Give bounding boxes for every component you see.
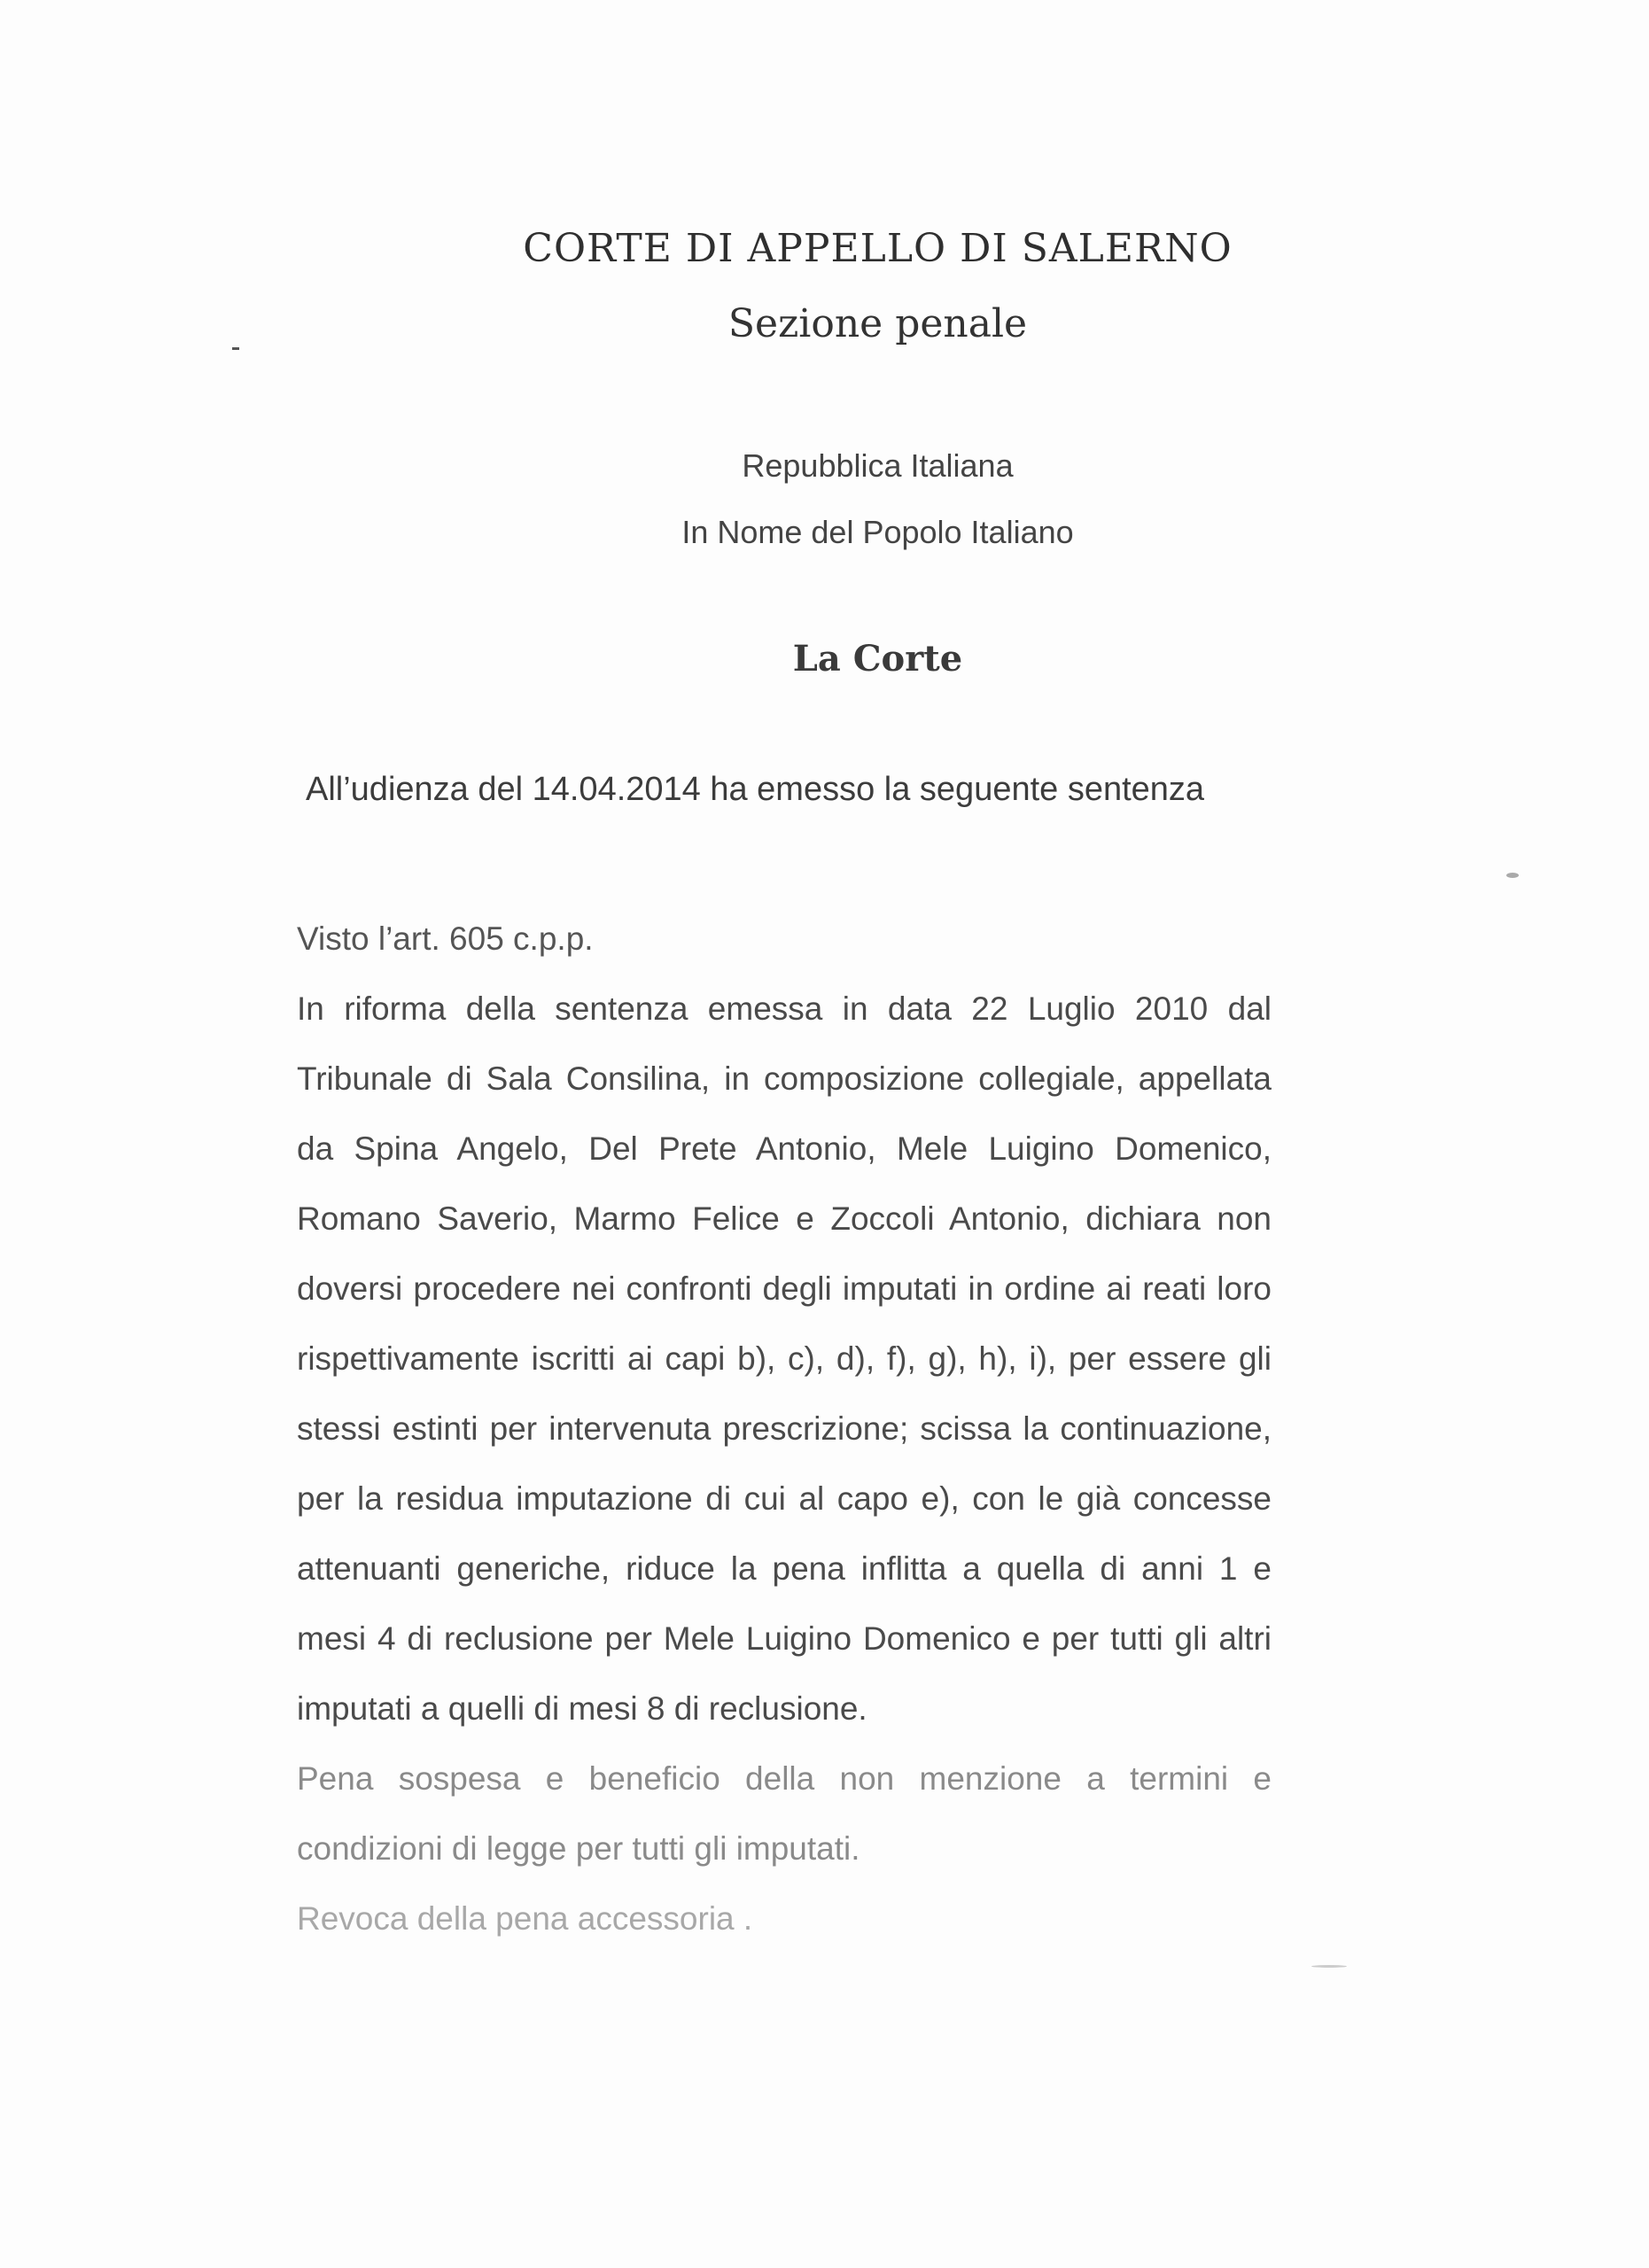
sentence-body [297,904,1272,1953]
pena-sospesa-paragraph: Pena sospesa e beneficio della non menzione a termini e condizioni di legge per tutti gli imputati. [297,1760,1272,1867]
scan-speck [1506,873,1519,878]
court-name: CORTE DI APPELLO DI SALERNO [523,226,1233,271]
in-name-heading: In Nome del Popolo Italiano [681,514,1074,550]
section-name: Sezione penale [727,301,1028,346]
scan-mark [232,347,239,350]
court-title: La Corte [792,638,963,680]
visto-paragraph: Visto l’art. 605 c.p.p. [297,920,594,957]
revoca-paragraph: Revoca della pena accessoria . [297,1900,753,1937]
republic-heading: Repubblica Italiana [742,447,1014,484]
hearing-line: All’udienza del 14.04.2014 ha emesso la seguente sentenza [306,771,1205,808]
scan-speck [1311,1965,1347,1968]
riforma-paragraph: In riforma della sentenza emessa in data 22 Luglio 2010 dal Tribunale di Sala Consilina, in composizione collegiale, appellata da Spina Angelo, Del Prete Antonio, Mele Luigino Domenico, Romano Saverio, Marmo Felice e Zoccoli Antonio, dichiara non doversi procedere nei confronti degli imputati in ordine ai reati loro rispettivamente iscritti ai capi b), c), d), f), g), h), i), per essere gli stessi estinti per intervenuta prescrizione; scissa la continuazione, per la residua imputazione di cui al capo e), con le già concesse attenuanti generiche, riduce la pena inflitta a quella di anni 1 e mesi 4 di reclusione per Mele Luigino Domenico e per tutti gli altri imputati a quelli di mesi 8 di reclusione. [297,990,1272,1727]
